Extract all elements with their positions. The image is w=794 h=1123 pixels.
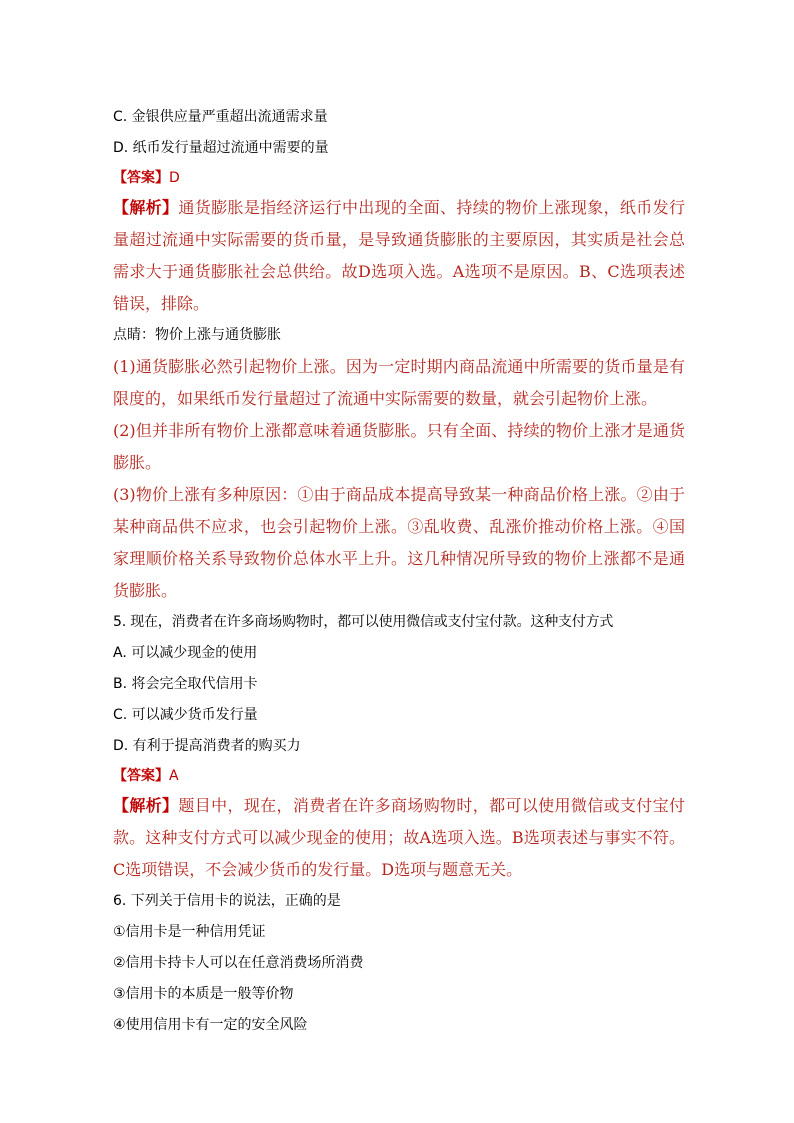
q5-option-d: D. 有利于提高消费者的购买力	[113, 738, 301, 754]
dianjing-title: 点睛：物价上涨与通货膨胀	[113, 327, 281, 343]
analysis-tag: 【解析】	[113, 796, 179, 815]
q4-answer	[113, 164, 685, 192]
q6-item-2: ②信用卡持卡人可以在任意消费场所消费	[113, 955, 364, 971]
q5-stem: 5. 现在，消费者在许多商场购物时，都可以使用微信或支付宝付款。这种支付方式	[113, 614, 614, 630]
answer-tag: 【答案】	[113, 768, 169, 784]
q5-option-b: B. 将会完全取代信用卡	[113, 676, 258, 692]
q6-item-4: ④使用信用卡有一定的安全风险	[113, 1017, 308, 1033]
q4-analysis	[113, 192, 685, 320]
q6-stem: 6. 下列关于信用卡的说法，正确的是	[113, 893, 341, 909]
page-content	[113, 102, 685, 1041]
q5-answer	[113, 762, 685, 790]
q5-option-c: C. 可以减少货币发行量	[113, 707, 258, 723]
answer-value: A	[169, 768, 179, 784]
answer-tag: 【答案】	[113, 170, 169, 186]
q6-item-3: ③信用卡的本质是一般等价物	[113, 986, 294, 1002]
q6-item-1: ①信用卡是一种信用凭证	[113, 924, 266, 940]
q4-option-d: D. 纸币发行量超过流通中需要的量	[113, 140, 329, 156]
q5-analysis	[113, 790, 685, 886]
dianjing-point-1: (1)通货膨胀必然引起物价上涨。因为一定时期内商品流通中所需要的货币量是有限度的，如果纸币发行量超过了流通中实际需要的数量，就会引起物价上涨。	[113, 357, 685, 408]
q5-option-a: A. 可以减少现金的使用	[113, 645, 258, 661]
analysis-tag: 【解析】	[113, 198, 179, 217]
analysis-text: 通货膨胀是指经济运行中出现的全面、持续的物价上涨现象，纸币发行量超过流通中实际需要的货币量，是导致通货膨胀的主要原因，其实质是社会总需求大于通货膨胀社会总供给。故D选项入选。A选项不是原因。B、C选项表述错误，排除。	[113, 198, 685, 313]
dianjing-point-2: (2)但并非所有物价上涨都意味着通货膨胀。只有全面、持续的物价上涨才是通货膨胀。	[113, 421, 685, 472]
q4-option-c: C. 金银供应量严重超出流通需求量	[113, 109, 328, 125]
answer-value: D	[169, 170, 180, 186]
analysis-text: 题目中，现在，消费者在许多商场购物时，都可以使用微信或支付宝付款。这种支付方式可以减少现金的使用；故A选项入选。B选项表述与事实不符。C选项错误，不会减少货币的发行量。D选项与题意无关。	[113, 796, 685, 879]
dianjing-point-3: (3)物价上涨有多种原因：①由于商品成本提高导致某一种商品价格上涨。②由于某种商品供不应求，也会引起物价上涨。③乱收费、乱涨价推动价格上涨。④国家理顺价格关系导致物价总体水平上升。这几种情况所导致的物价上涨都不是通货膨胀。	[113, 485, 685, 600]
